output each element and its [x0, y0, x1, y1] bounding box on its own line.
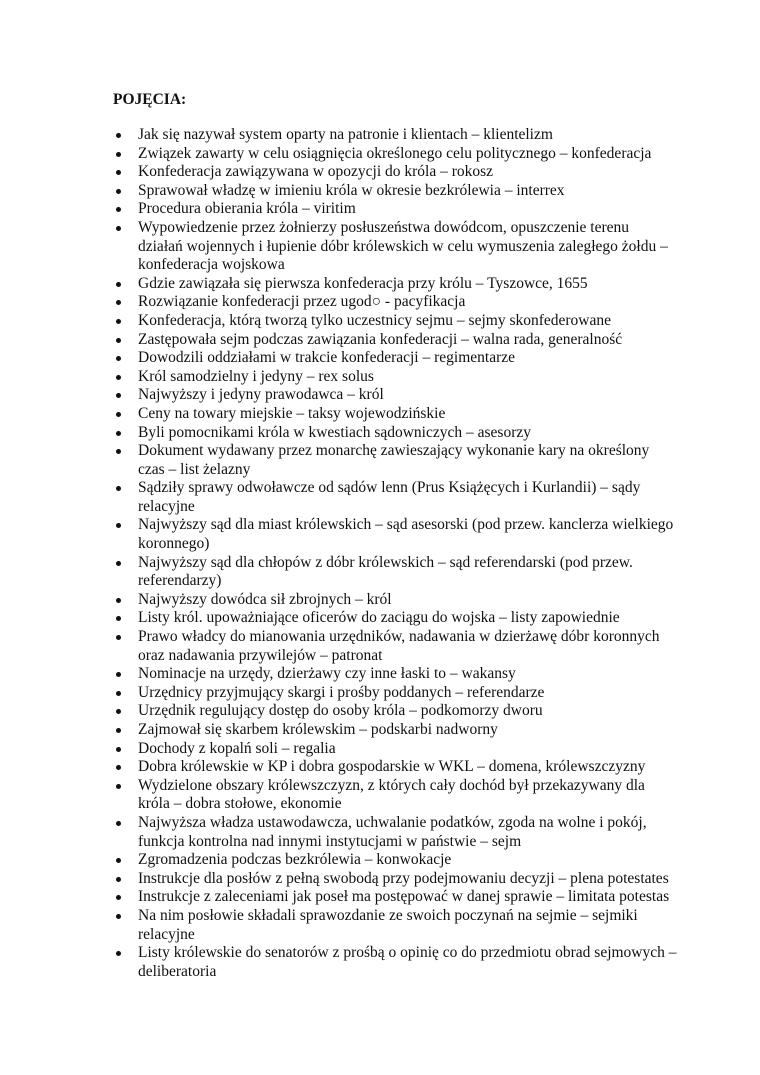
list-item — [113, 182, 677, 201]
item-line: Najwyższy dowódca sił zbrojnych – król — [138, 590, 392, 608]
item-line: Dowodzili oddziałami w trakcie konfederacji – regimentarze — [138, 349, 516, 367]
item-line: Rozwiązanie konfederacji przez ugod○ - pacyfikacja — [138, 293, 466, 311]
bullet-icon — [115, 944, 125, 963]
item-line: Najwyższy i jedyny prawodawca – król — [138, 386, 384, 404]
concept-list — [113, 126, 677, 981]
bullet-icon — [115, 684, 125, 703]
item-line: Urzędnik regulujący dostęp do osoby króla – podkomorzy dworu — [138, 702, 543, 720]
item-line: Zgromadzenia podczas bezkrólewia – konwokacje — [138, 851, 452, 869]
list-item — [113, 368, 677, 387]
bullet-icon — [115, 405, 125, 424]
item-line: Dobra królewskie w KP i dobra gospodarskie w WKL – domena, królewszczyzny — [138, 758, 646, 776]
item-line: funkcja kontrolna nad innymi instytucjami w państwie – sejm — [138, 832, 522, 850]
item-line: Listy królewskie do senatorów z prośbą o opinię co do przedmiotu obrad sejmowych – — [138, 944, 677, 962]
item-line: Wypowiedzenie przez żołnierzy posłuszeństwa dowódcom, opuszczenie terenu — [138, 218, 629, 236]
bullet-icon — [115, 200, 125, 219]
item-line: Konfederacja zawiązywana w opozycji do króla – rokosz — [138, 163, 494, 181]
bullet-icon — [115, 126, 125, 145]
bullet-icon — [115, 219, 125, 238]
bullet-icon — [115, 349, 125, 368]
bullet-icon — [115, 479, 125, 498]
list-item — [113, 702, 677, 721]
item-line: Instrukcje z zaleceniami jak poseł ma postępować w danej sprawie – limitata potestas — [138, 888, 670, 906]
bullet-icon — [115, 907, 125, 926]
list-item — [113, 424, 677, 443]
item-line: Listy król. upoważniające oficerów do zaciągu do wojska – listy zapowiednie — [138, 609, 620, 627]
bullet-icon — [115, 368, 125, 387]
item-line: Zastępowała sejm podczas zawiązania konfederacji – walna rada, generalność — [138, 330, 623, 348]
item-line: Jak się nazywał system oparty na patronie i klientach – klientelizm — [138, 126, 553, 143]
bullet-icon — [115, 740, 125, 759]
bullet-icon — [115, 777, 125, 796]
list-item — [113, 907, 677, 944]
list-item — [113, 331, 677, 350]
item-line: deliberatoria — [138, 962, 217, 980]
list-item — [113, 554, 677, 591]
item-line: Sądziły sprawy odwoławcze od sądów lenn (Prus Książęcych i Kurlandii) – sądy — [138, 479, 641, 497]
item-line: Najwyższa władza ustawodawcza, uchwalanie podatków, zgoda na wolne i pokój, — [138, 813, 647, 831]
item-line: relacyjne — [138, 925, 195, 943]
item-line: Zajmował się skarbem królewskim – podskarbi nadworny — [138, 721, 498, 738]
list-item — [113, 219, 677, 275]
bullet-icon — [115, 275, 125, 294]
list-item — [113, 740, 677, 759]
bullet-icon — [115, 591, 125, 610]
bullet-icon — [115, 312, 125, 331]
bullet-icon — [115, 145, 125, 164]
bullet-icon — [115, 851, 125, 870]
bullet-icon — [115, 554, 125, 573]
bullet-icon — [115, 814, 125, 833]
item-line: króla – dobra stołowe, ekonomie — [138, 795, 342, 813]
list-item — [113, 609, 677, 628]
item-line: działań wojennych i łupienie dóbr królewskich w celu wymuszenia zaległego żołdu – — [138, 237, 668, 255]
bullet-icon — [115, 516, 125, 535]
bullet-icon — [115, 609, 125, 628]
item-line: Dochody z kopalń soli – regalia — [138, 739, 336, 757]
list-item — [113, 275, 677, 294]
list-item — [113, 591, 677, 610]
list-item — [113, 126, 677, 145]
item-line: referendarzy) — [138, 572, 222, 590]
bullet-icon — [115, 888, 125, 907]
item-line: Wydzielone obszary królewszczyzn, z których cały dochód był przekazywany dla — [138, 776, 645, 794]
list-item — [113, 721, 677, 740]
bullet-icon — [115, 721, 125, 740]
item-line: Najwyższy sąd dla chłopów z dóbr królewskich – sąd referendarski (pod przew. — [138, 553, 633, 571]
list-item — [113, 442, 677, 479]
list-item — [113, 758, 677, 777]
list-item — [113, 665, 677, 684]
item-line: koronnego) — [138, 535, 210, 553]
item-line: konfederacja wojskowa — [138, 256, 285, 274]
list-item — [113, 628, 677, 665]
bullet-icon — [115, 870, 125, 889]
list-item — [113, 870, 677, 889]
bullet-icon — [115, 628, 125, 647]
list-item — [113, 851, 677, 870]
bullet-icon — [115, 702, 125, 721]
item-line: Sprawował władzę w imieniu króla w okresie bezkrólewia – interrex — [138, 181, 565, 199]
item-line: Król samodzielny i jedyny – rex solus — [138, 367, 374, 385]
list-item — [113, 814, 677, 851]
list-item — [113, 386, 677, 405]
bullet-icon — [115, 386, 125, 405]
list-item — [113, 516, 677, 553]
item-line: Na nim posłowie składali sprawozdanie ze swoich poczynań na sejmie – sejmiki — [138, 906, 638, 924]
list-item — [113, 888, 677, 907]
list-item — [113, 405, 677, 424]
bullet-icon — [115, 293, 125, 312]
item-line: Nominacje na urzędy, dzierżawy czy inne łaski to – wakansy — [138, 665, 516, 683]
bullet-icon — [115, 331, 125, 350]
list-item — [113, 312, 677, 331]
item-line: Procedura obierania króla – viritim — [138, 200, 356, 218]
item-line: Ceny na towary miejskie – taksy wojewodzińskie — [138, 404, 446, 422]
item-line: Dokument wydawany przez monarchę zawieszający wykonanie kary na określony — [138, 442, 650, 460]
bullet-icon — [115, 442, 125, 461]
bullet-icon — [115, 163, 125, 182]
bullet-icon — [115, 424, 125, 443]
bullet-icon — [115, 182, 125, 201]
list-item — [113, 145, 677, 164]
item-line: Związek zawarty w celu osiągnięcia określonego celu politycznego – konfederacja — [138, 144, 652, 162]
item-line: Instrukcje dla posłów z pełną swobodą przy podejmowaniu decyzji – plena potestates — [138, 869, 669, 887]
list-item — [113, 293, 677, 312]
item-line: Byli pomocnikami króla w kwestiach sądowniczych – asesorzy — [138, 423, 531, 441]
item-line: relacyjne — [138, 497, 195, 515]
list-item — [113, 163, 677, 182]
bullet-icon — [115, 758, 125, 777]
bullet-icon — [115, 665, 125, 684]
item-line: czas – list żelazny — [138, 460, 251, 478]
item-line: Najwyższy sąd dla miast królewskich – sąd asesorski (pod przew. kanclerza wielkiego — [138, 516, 674, 534]
item-line: Gdzie zawiązała się pierwsza konfederacja przy królu – Tyszowce, 1655 — [138, 274, 588, 292]
item-line: Prawo władcy do mianowania urzędników, nadawania w dzierżawę dóbr koronnych — [138, 628, 660, 646]
list-item — [113, 684, 677, 703]
item-line: Konfederacja, którą tworzą tylko uczestnicy sejmu – sejmy skonfederowane — [138, 311, 612, 329]
list-item — [113, 777, 677, 814]
item-line: Urzędnicy przyjmujący skargi i prośby poddanych – referendarze — [138, 683, 545, 701]
list-item — [113, 479, 677, 516]
item-line: oraz nadawania przywilejów – patronat — [138, 646, 383, 664]
page-title: POJĘCIA: — [113, 91, 187, 108]
list-item — [113, 200, 677, 219]
list-item — [113, 349, 677, 368]
list-item — [113, 944, 677, 981]
